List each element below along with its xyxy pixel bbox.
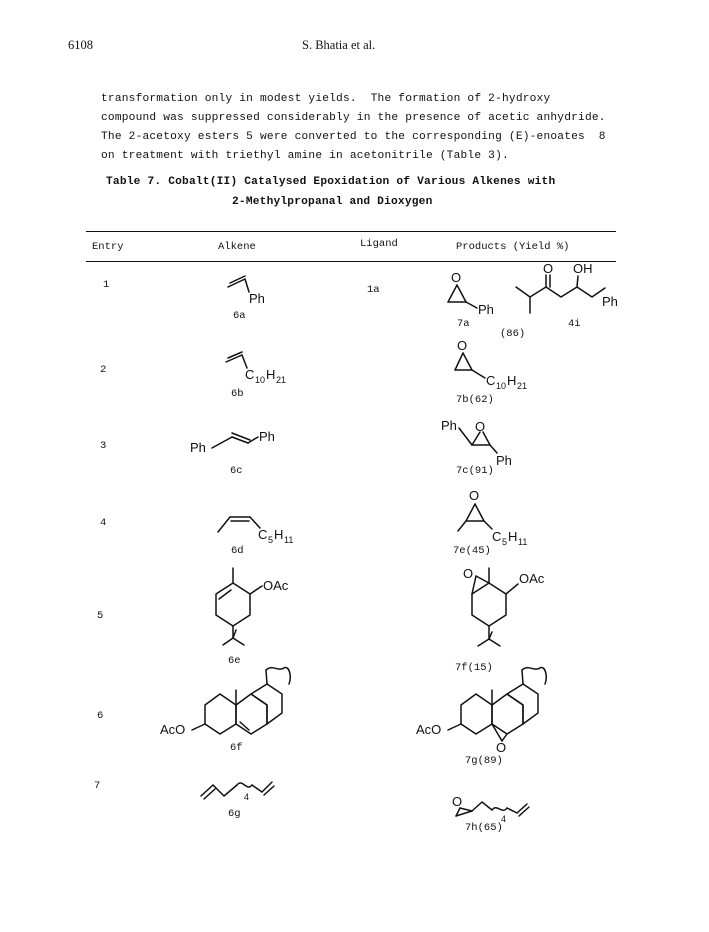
- compound-label-4i: 4i: [568, 318, 581, 330]
- svg-text:C: C: [245, 367, 255, 382]
- entry-number: 2: [100, 364, 107, 376]
- svg-text:Ph: Ph: [249, 291, 265, 306]
- svg-text:Ph: Ph: [441, 418, 457, 433]
- svg-text:OH: OH: [573, 261, 593, 276]
- svg-text:O: O: [463, 566, 474, 581]
- svg-text:21: 21: [276, 375, 287, 385]
- column-header-products: Products (Yield %): [456, 241, 570, 253]
- compound-label-7f: 7f(15): [455, 662, 493, 674]
- compound-label-7c: 7c(91): [456, 465, 494, 477]
- svg-text:4: 4: [501, 814, 507, 824]
- svg-text:5: 5: [502, 537, 508, 547]
- column-header-alkene: Alkene: [218, 241, 256, 253]
- svg-text:AcO: AcO: [416, 722, 442, 737]
- svg-text:11: 11: [518, 537, 528, 547]
- svg-text:OAc: OAc: [263, 578, 289, 593]
- entry-number: 5: [97, 610, 104, 622]
- svg-text:H: H: [507, 373, 517, 388]
- entry-number: 1: [103, 279, 110, 291]
- svg-text:O: O: [496, 740, 507, 755]
- body-line: transformation only in modest yields. The formation of 2-hydroxy: [101, 93, 551, 105]
- svg-text:Ph: Ph: [259, 429, 275, 444]
- body-line: compound was suppressed considerably in the presence of acetic anhydride.: [101, 112, 606, 124]
- svg-text:Ph: Ph: [478, 302, 494, 317]
- compound-label-6e: 6e: [228, 655, 241, 667]
- table-header-rule: [86, 261, 616, 262]
- svg-text:Ph: Ph: [190, 440, 206, 455]
- compound-label-6c: 6c: [230, 465, 243, 477]
- table-top-rule: [86, 231, 616, 232]
- svg-text:21: 21: [517, 381, 528, 391]
- entry-number: 4: [100, 517, 107, 529]
- compound-label-6d: 6d: [231, 545, 244, 557]
- svg-text:O: O: [457, 338, 468, 353]
- svg-text:O: O: [475, 419, 486, 434]
- table-caption-line2: 2-Methylpropanal and Dioxygen: [232, 196, 433, 208]
- svg-text:Ph: Ph: [602, 294, 618, 309]
- svg-text:H: H: [266, 367, 276, 382]
- compound-label-7g: 7g(89): [465, 755, 503, 767]
- svg-text:O: O: [543, 261, 554, 276]
- svg-text:O: O: [451, 270, 462, 285]
- svg-text:H: H: [274, 527, 284, 542]
- ligand-label: 1a: [367, 284, 380, 296]
- svg-text:O: O: [452, 794, 463, 809]
- svg-text:AcO: AcO: [160, 722, 186, 737]
- product-yield: (86): [500, 328, 526, 340]
- column-header-entry: Entry: [92, 241, 124, 253]
- svg-text:H: H: [508, 529, 518, 544]
- svg-text:C: C: [258, 527, 268, 542]
- column-header-ligand: Ligand: [360, 238, 398, 250]
- body-line: The 2-acetoxy esters 5 were converted to the corresponding (E)-enoates 8: [101, 131, 606, 143]
- compound-label-7h: 7h(65): [465, 822, 503, 834]
- svg-text:10: 10: [255, 375, 266, 385]
- compound-label-6a: 6a: [233, 310, 246, 322]
- svg-text:OAc: OAc: [519, 571, 545, 586]
- entry-number: 7: [94, 780, 101, 792]
- body-line: on treatment with triethyl amine in acetonitrile (Table 3).: [101, 150, 509, 162]
- compound-label-7e: 7e(45): [453, 545, 491, 557]
- svg-text:O: O: [469, 488, 480, 503]
- compound-label-6g: 6g: [228, 808, 241, 820]
- compound-label-6b: 6b: [231, 388, 244, 400]
- table-caption: Table 7. Cobalt(II) Catalysed Epoxidation of Various Alkenes with: [106, 176, 556, 188]
- svg-text:10: 10: [496, 381, 507, 391]
- svg-text:C: C: [486, 373, 496, 388]
- svg-text:C: C: [492, 529, 502, 544]
- entry-number: 3: [100, 440, 107, 452]
- compound-label-6f: 6f: [230, 742, 243, 754]
- compound-label-7b: 7b(62): [456, 394, 494, 406]
- running-header-authors: S. Bhatia et al.: [302, 38, 376, 52]
- svg-text:Ph: Ph: [496, 453, 512, 468]
- svg-text:4: 4: [244, 792, 250, 802]
- svg-text:5: 5: [268, 535, 274, 545]
- svg-text:11: 11: [284, 535, 294, 545]
- compound-label-7a: 7a: [457, 318, 470, 330]
- page-number: 6108: [68, 38, 93, 52]
- entry-number: 6: [97, 710, 104, 722]
